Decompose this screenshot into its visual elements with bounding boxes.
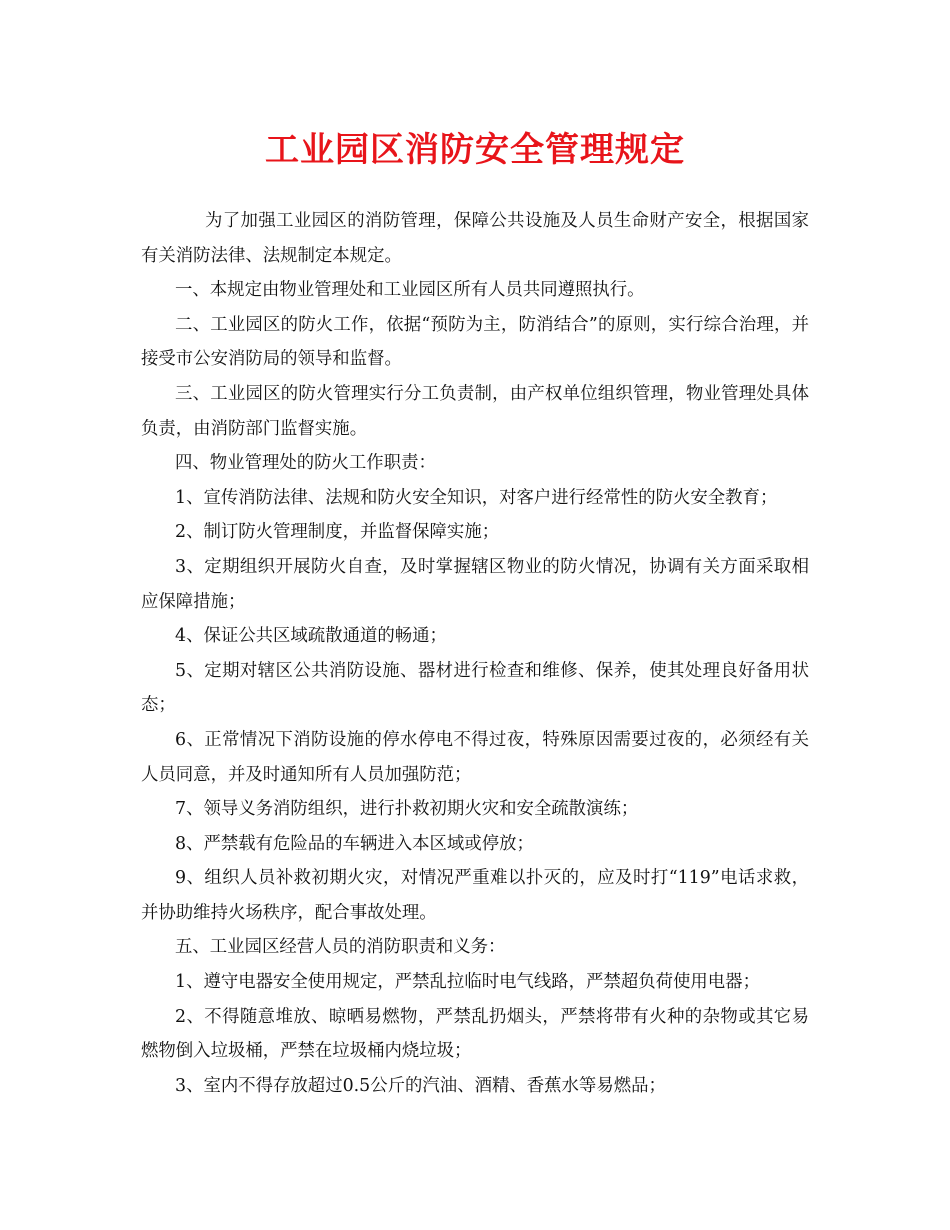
paragraph-article-3: 三、工业园区的防火管理实行分工负责制，由产权单位组织管理，物业管理处具体负责，由消防部门监督实施。 (141, 383, 809, 439)
paragraph-article-5-heading: 五、工业园区经营人员的消防职责和义务： (175, 937, 506, 958)
document-body (141, 204, 809, 1103)
paragraph-article-4-item-5: 5、定期对辖区公共消防设施、器材进行检查和维修、保养，使其处理良好备用状态； (141, 660, 809, 716)
paragraph-article-4-item-2: 2、制订防火管理制度，并监督保障实施； (175, 522, 500, 543)
paragraph-article-2: 二、工业园区的防火工作，依据“预防为主，防消结合”的原则，实行综合治理，并接受市公安消防局的领导和监督。 (141, 314, 809, 370)
paragraph-article-4-heading: 四、物业管理处的防火工作职责： (175, 453, 436, 474)
paragraph-article-5-item-2: 2、不得随意堆放、晾晒易燃物，严禁乱扔烟头，严禁将带有火种的杂物或其它易燃物倒入垃圾桶，严禁在垃圾桶内烧垃圾； (141, 1006, 809, 1062)
paragraph-article-4-item-9: 9、组织人员补救初期火灾，对情况严重难以扑灭的，应及时打“119”电话求救，并协助维持火场秩序，配合事故处理。 (141, 868, 809, 923)
paragraph-article-5-item-3: 3、室内不得存放超过0.5公斤的汽油、酒精、香蕉水等易燃品； (175, 1075, 666, 1096)
document-title: 工业园区消防安全管理规定 (265, 130, 685, 170)
paragraph-article-4-item-6: 6、正常情况下消防设施的停水停电不得过夜，特殊原因需要过夜的，必须经有关人员同意，并及时通知所有人员加强防范； (141, 729, 809, 785)
paragraph-article-4-item-8: 8、严禁载有危险品的车辆进入本区域或停放； (175, 833, 534, 854)
paragraph-article-1: 一、本规定由物业管理处和工业园区所有人员共同遵照执行。 (175, 280, 645, 301)
paragraph-article-4-item-7: 7、领导义务消防组织，进行扑救初期火灾和安全疏散演练； (175, 799, 639, 820)
paragraph-article-5-item-1: 1、遵守电器安全使用规定，严禁乱拉临时电气线路，严禁超负荷使用电器； (175, 972, 760, 993)
paragraph-preamble: 为了加强工业园区的消防管理，保障公共设施及人员生命财产安全，根据国家有关消防法律、法规制定本规定。 (141, 211, 809, 266)
paragraph-article-4-item-1: 1、宣传消防法律、法规和防火安全知识，对客户进行经常性的防火安全教育； (175, 487, 778, 508)
paragraph-article-4-item-3: 3、定期组织开展防火自查，及时掌握辖区物业的防火情况，协调有关方面采取相应保障措施； (141, 556, 809, 612)
paragraph-article-4-item-4: 4、保证公共区域疏散通道的畅通； (175, 626, 447, 647)
